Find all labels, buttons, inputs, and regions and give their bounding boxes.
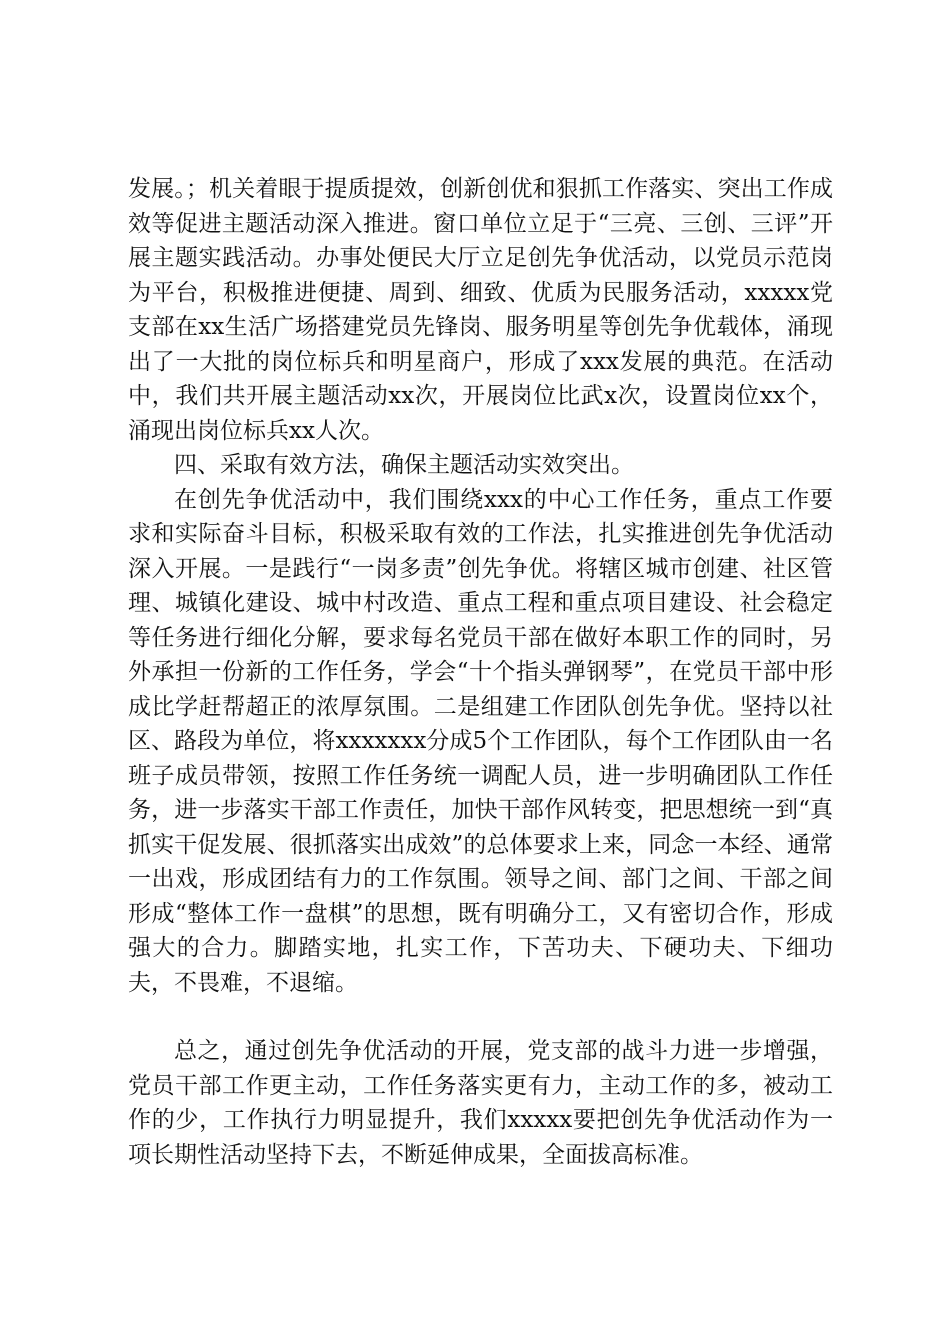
paragraph-continuation: 发展。；机关着眼于提质提效，创新创优和狠抓工作落实、突出工作成效等促进主题活动深入推进。窗口单位立足于“三亮、三创、三评”开展主题实践活动。办事处便民大厅立足创先争优活动，以党员示范岗为平台，积极推进便捷、周到、细致、优质为民服务活动，xxxxx党支部在xx生活广场搭建党员先锋岗、服务明星等创先争优载体，涌现出了一大批的岗位标兵和明星商户，形成了xxx发展的典范。在活动中，我们共开展主题活动xx次，开展岗位比武x次，设置岗位xx个，涌现出岗位标兵xx人次。	[128, 176, 833, 444]
paragraph-conclusion: 总之，通过创先争优活动的开展，党支部的战斗力进一步增强，党员干部工作更主动，工作任务落实更有力，主动工作的多，被动工作的少，工作执行力明显提升，我们xxxxx要把创先争优活动作为一项长期性活动坚持下去，不断延伸成果，全面拔高标准。	[128, 1038, 833, 1168]
paragraph-spacer	[128, 1000, 833, 1034]
document-body	[128, 172, 833, 1172]
section-heading-four: 四、采取有效方法，确保主题活动实效突出。	[174, 452, 634, 478]
paragraph-methods: 在创先争优活动中，我们围绕xxx的中心工作任务，重点工作要求和实际奋斗目标，积极采取有效的工作法，扎实推进创先争优活动深入开展。一是践行“一岗多责”创先争优。将辖区城市创建、社区管理、城镇化建设、城中村改造、重点工程和重点项目建设、社会稳定等任务进行细化分解，要求每名党员干部在做好本职工作的同时，另外承担一份新的工作任务，学会“十个指头弹钢琴”，在党员干部中形成比学赶帮超正的浓厚氛围。二是组建工作团队创先争优。坚持以社区、路段为单位，将xxxxxxx分成5个工作团队，每个工作团队由一名班子成员带领，按照工作任务统一调配人员，进一步明确团队工作任务，进一步落实干部工作责任，加快干部作风转变，把思想统一到“真抓实干促发展、很抓落实出成效”的总体要求上来，同念一本经、通常一出戏，形成团结有力的工作氛围。领导之间、部门之间、干部之间形成“整体工作一盘棋”的思想，既有明确分工，又有密切合作，形成强大的合力。脚踏实地，扎实工作，下苦功夫、下硬功夫、下细功夫，不畏难，不退缩。	[128, 486, 833, 996]
